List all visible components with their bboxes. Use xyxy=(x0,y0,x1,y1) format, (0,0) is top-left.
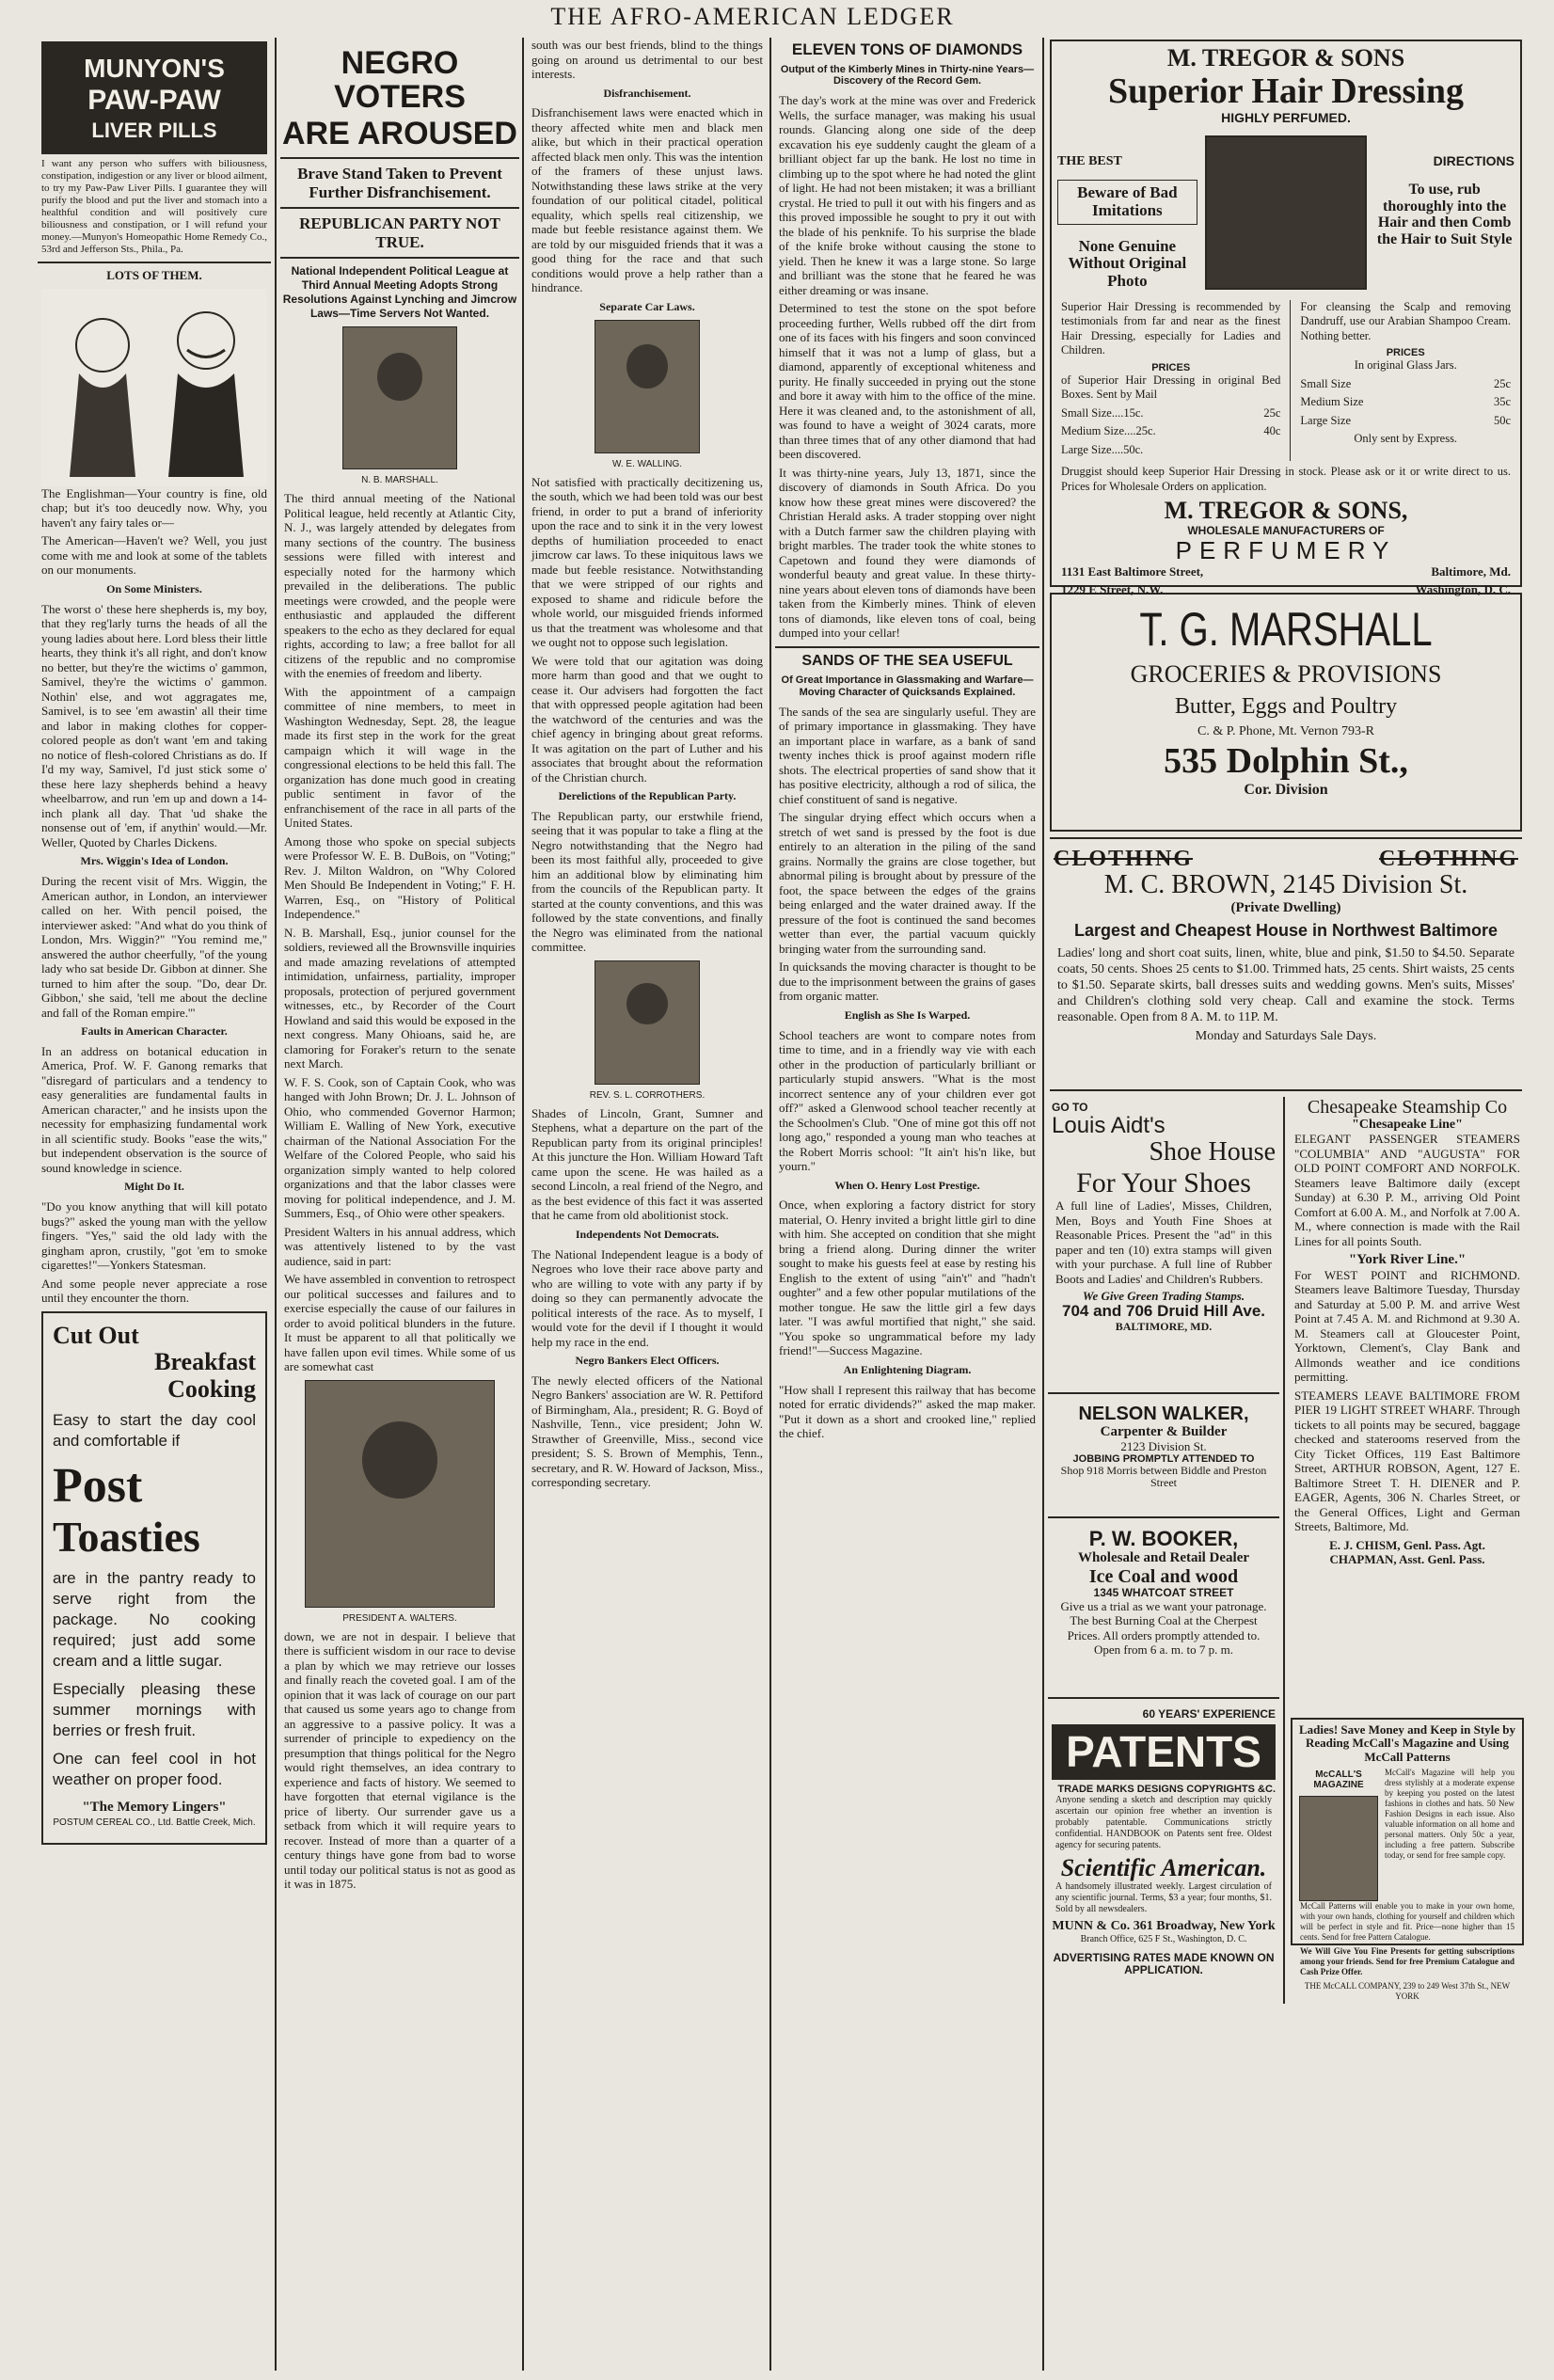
tregor-perfumery: PERFUMERY xyxy=(1175,535,1397,564)
wiggin-text: During the recent visit of Mrs. Wiggin, the American author, in London, an interviewer called on her. With pencil poised, the interviewer asked: "And what do you think of London, Mrs. Wiggin?" "You remind me," answered the author cheerfully, "of the young lady who sat beside Dr. Gibbon at dinner. She turned to him after the soup. "Do, dear Dr. Gibbon,' she said, 'tell me about the decline and fall of the Roman empire.'" xyxy=(41,874,267,1020)
article-paragraph: south was our best friends, blind to the things going on around us detrimental to our best interests. xyxy=(531,38,763,81)
walker-name: NELSON WALKER, xyxy=(1078,1404,1249,1424)
tregor-product: Superior Hair Dressing xyxy=(1108,71,1464,111)
booker-ad xyxy=(1048,1524,1279,1691)
article-paragraph: N. B. Marshall, Esq., junior counsel for the soldiers, reviewed all the Brownsville inquiries and made amazing revelations of attempted intimidation, unfairness, partiality, improper proposals, protection of perjured government witnesses, etc., by Recorder of the Court Howland and said this would be exposed in the next congress. Many Ohioans, said he, are clamoring for Foraker's return to the senate next March. xyxy=(284,925,515,1071)
masthead: THE AFRO-AMERICAN LEDGER xyxy=(550,3,955,30)
tregor-large: Large Size....50c. xyxy=(1061,442,1144,456)
divider xyxy=(280,207,519,209)
article-paragraph: The singular drying effect which occurs when a stretch of wet sand is pressed by the foot is due entirely to an alteration in the piling of the sand grains. Normally the grains are close together, but abnormal piling is brought about by pressure of the foot, the space between the edges of the grains being enlarged and the water drained away. If the pressure of the foot is continued the sand becomes wetter than ever, the partial vacuum quickly bringing water from the surrounding sand. xyxy=(779,810,1036,956)
walker-address: 2123 Division St. xyxy=(1120,1438,1207,1453)
article-paragraph: The sands of the sea are singularly useful. They are of primary importance in glassmaking. They have an important place in warfare, as a bank of sand twenty inches thick is proof against modern rifle shots. The electrical properties of sand show that it has positive electricity, although a rod of silica, the chief constituent of sand is negative. xyxy=(779,704,1036,806)
article-paragraph: Once, when exploring a factory district for story material, O. Henry invited a bright little girl to dine with him. She accepted on condition that she might bring a friend along. During dinner the writer sought to make his guests feel at ease by resting his English to the extent of using "ain't" and "hadn't oughter" and a few other popular mutilations of the mother tongue. He saw the little girl a few days later. "I was awful mortified that night," she said. "You spoke so ungrammatical before my lady friend!"—Success Magazine. xyxy=(779,1198,1036,1358)
article-paragraph: School teachers are wont to compare notes from time to time, and in a friendly way vie with each other in the production of particularly brilliant or particularly stupid answers. "What is the most incorrect sentence any of your children ever got off?" asked a Glenwood school teacher recently at the Schoolmen's Club. "One of mine got this off not long ago," responded a young man who teaches at the Robert Morris school: "It ain't his'n like, but yourn." xyxy=(779,1027,1036,1173)
marshall-line-1: GROCERIES & PROVISIONS xyxy=(1130,660,1442,688)
post-line-4: Easy to start the day cool and comfortable if xyxy=(53,1411,256,1451)
aidt-city: BALTIMORE, MD. xyxy=(1115,1320,1213,1334)
tregor-directions-title: DIRECTIONS xyxy=(1433,152,1514,168)
patents-ad xyxy=(1048,1705,1279,2004)
article-paragraph: down, we are not in despair. I believe that there is sufficient wisdom in our race to devise a plan by which we may retrieve our losses and finally reach the coveted goal. I am of the opinion that it was lack of courage on our part that caused us some years ago to change from an aggressive to a passive policy. It was a surrender of principle to expediency on the presumption that things political for the Negro would right themselves, an idea contrary to experience and facts of history. We seemed to have forgotten that eternal vigilance is the price of liberty. Our surrender gave us a setback from which it will require years to recover. Instead of more than a quarter of a century things have gone from bad to worse until today our political status is not as good as it was in 1875. xyxy=(284,1628,515,1892)
divider xyxy=(1048,1516,1279,1518)
brown-clothing-right: CLOTHING xyxy=(1378,847,1518,871)
lead-paragraph: National Independent Political League at Third Annual Meeting Adopts Strong Resolutions Against Lynching and Jimcrow Laws—Time Servers Not Wanted. xyxy=(282,264,517,321)
tregor-directions: To use, rub thoroughly into the Hair and then Comb the Hair to Suit Style xyxy=(1376,182,1513,247)
marshall-phone: C. & P. Phone, Mt. Vernon 793-R xyxy=(1197,723,1374,738)
headline-diamonds: ELEVEN TONS OF DIAMONDS xyxy=(791,40,1023,58)
tregor-product-photo xyxy=(1205,135,1368,290)
tregor-addr-2-city: Washington, D. C. xyxy=(1415,582,1511,597)
article-paragraph: Among those who spoke on special subjects were Professor W. E. B. DuBois, on "Voting;" Rev. J. Milton Waldron, on "Why Colored Men Should Be Independent in Voting;" F. H. Warren, Esq., on "History of Political Independence." xyxy=(284,833,515,922)
chesapeake-ad xyxy=(1291,1097,1524,1718)
portrait-walling xyxy=(595,320,700,453)
divider xyxy=(1048,1392,1279,1394)
tregor-ad xyxy=(1050,40,1522,597)
article-paragraph: We have assembled in convention to retrospect our political successes and failures and to exercise especially the cause of our failures in order to avoid political blunders in the future. It must be apparent to all that politically we have fallen upon evil times. While some of us are somewhat cast xyxy=(284,1272,515,1374)
headline-negro-voters: NEGRO VOTERS xyxy=(334,45,466,115)
article-paragraph: We were told that our agitation was doing more harm than good and that we ought to cease it. Our advisers had forgotten the fact that with oppressed people agitation had been the watchword of the centuries and was the chief agency in bringing about great reforms. It was agitation on the part of Luther and his associates that brought about the reformation of the Christian church. xyxy=(531,653,763,785)
divider xyxy=(280,157,519,159)
aidt-ad xyxy=(1048,1097,1279,1387)
patents-text: Anyone sending a sketch and description may quickly ascertain our opinion free whether an invention is probably patentable. Communications strictly confidential. HANDBOOK on Patents sent free. Oldest agency for securing patents. xyxy=(1055,1794,1273,1850)
article-paragraph: With the appointment of a campaign committee of nine members, to meet in Washington Wednesday, Sept. 28, the league made its first step in the work for the great campaign which it will wage in the congressional elections to be held this fall. The organization has done much good in creating public sentiment in favor of the enfranchisement of the race in all parts of the United States. xyxy=(284,684,515,831)
tregor-medium-2-price: 35c xyxy=(1493,395,1511,409)
marshall-name: T. G. MARSHALL xyxy=(1139,603,1433,656)
section-title: Derelictions of the Republican Party. xyxy=(558,789,737,803)
might-title: Might Do It. xyxy=(124,1180,184,1194)
marshall-line-2: Butter, Eggs and Poultry xyxy=(1174,693,1398,719)
patents-title: PATENTS xyxy=(1052,1724,1276,1780)
faults-text: In an address on botanical education in America, Prof. W. F. Ganong remarks that "disregard of particulars and a tendency to easy generalities are fundamental faults in American character," and he insists upon the necessity for emphasizing fundamental work in all scientific study. Books "ease the wits," but independent observation is the source of sound knowledge in science. xyxy=(41,1043,267,1175)
portrait-walters-caption: PRESIDENT A. WALTERS. xyxy=(342,1612,457,1624)
faults-title: Faults in American Character. xyxy=(81,1024,228,1039)
brown-ad xyxy=(1050,837,1522,1091)
post-line-6: Toasties xyxy=(53,1512,200,1561)
aidt-goto: GO TO xyxy=(1052,1101,1088,1114)
cartoon-illustration xyxy=(41,289,267,486)
subhead-diamonds: Output of the Kimberly Mines in Thirty-nine Years—Discovery of the Record Gem. xyxy=(780,63,1035,87)
munyon-text: I want any person who suffers with biliousness, constipation, indigestion or any liver or blood ailment, to try my Paw-Paw Liver Pills. I guarantee they will purify the blood and put the liver and stomach into a healthful condition and will positively cure biliousness and constipation, or I will refund your money.—Munyon's Homeopathic Home Remedy Co., 53rd and Jefferson Sts., Phila., Pa. xyxy=(41,157,267,255)
chesapeake-text-1: ELEGANT PASSENGER STEAMERS "COLUMBIA" AND "AUGUSTA" FOR OLD POINT COMFORT AND NORFOLK. Steamers leave Baltimore daily (except Sunday) at 6.30 P. M., arriving Old Point Comfort at 6.00 A. M., and Norfolk at 7.00 A. M., where connection is made with the Rail Lines for all points South. xyxy=(1294,1132,1520,1248)
patents-sci: Scientific American. xyxy=(1060,1853,1267,1881)
aidt-house: Shoe House xyxy=(1149,1137,1276,1167)
article-paragraph: "How shall I represent this railway that has become noted for erratic dividends?" asked the map maker. "Put it down as a short and crooked line," replied the chief. xyxy=(779,1382,1036,1441)
tregor-small: Small Size....15c. xyxy=(1061,405,1144,420)
brown-clothing-left: CLOTHING xyxy=(1054,847,1194,871)
subhead-republican: REPUBLICAN PARTY NOT TRUE. xyxy=(299,214,500,251)
patents-munn: MUNN & Co. 361 Broadway, New York xyxy=(1052,1919,1276,1934)
article-paragraph: Determined to test the stone on the spot before proceeding further, Wells rubbed off the dirt from one of its faces with his fingers and soon convinced himself that it was not a lump of glass, but a diamond, apparently of exceptional whiteness and purity. He finally succeeded in prying out the stone and bore it away with him to the office of the mine. Here it was cleaned and, to the astonishment of all, was found to have a weight of 3024 carats, more than three times that of any other diamond that had been discovered. xyxy=(779,301,1036,462)
tregor-druggist: Druggist should keep Superior Hair Dressing in stock. Please ask or it or write direct to us. Prices for Wholesale Orders on application. xyxy=(1061,465,1511,493)
mccall-offer: We Will Give You Fine Presents for getting subscriptions among your friends. Send for free Premium Catalogue and Cash Prize Offer. xyxy=(1300,1945,1514,1976)
tregor-small-mail: 25c xyxy=(1263,405,1281,420)
column-4 xyxy=(775,38,1039,2371)
tregor-addr-1-city: Baltimore, Md. xyxy=(1431,563,1511,579)
tregor-perfumed: HIGHLY PERFUMED. xyxy=(1221,110,1351,126)
section-title: When O. Henry Lost Prestige. xyxy=(834,1178,980,1192)
tregor-beware: Beware of Bad Imitations xyxy=(1057,180,1197,224)
patents-years: 60 YEARS' EXPERIENCE xyxy=(1142,1707,1276,1721)
tregor-scalp: For cleansing the Scalp and removing Dandruff, use our Arabian Shampoo Cream. Nothing better. xyxy=(1300,299,1511,342)
section-title: English as She Is Warped. xyxy=(844,1008,971,1022)
tregor-desc: Superior Hair Dressing is recommended by testimonials from far and near as the finest Hair Dressing, especially for Ladies and Children. xyxy=(1061,299,1281,357)
wiggin-title: Mrs. Wiggin's Idea of London. xyxy=(80,854,229,868)
column-3 xyxy=(528,38,767,2371)
marshall-address: 535 Dolphin St., xyxy=(1164,741,1408,782)
mccall-mag: McCALL'S MAGAZINE xyxy=(1313,1769,1364,1790)
aidt-address: 704 and 706 Druid Hill Ave. xyxy=(1061,1302,1266,1321)
mccall-cover-illustration xyxy=(1299,1796,1378,1901)
mccall-address: THE McCALL COMPANY, 239 to 249 West 37th St., NEW YORK xyxy=(1304,1980,1511,2001)
aidt-for: For Your Shoes xyxy=(1076,1167,1251,1199)
munyon-title-3: LIVER PILLS xyxy=(91,118,217,142)
booker-trade: Wholesale and Retail Dealer xyxy=(1077,1550,1250,1566)
walker-ad xyxy=(1048,1400,1279,1511)
post-line-1: Cut Out xyxy=(53,1321,139,1349)
patents-sci-text: A handsomely illustrated weekly. Largest circulation of any scientific journal. Terms, $3 a year; four months, $1. Sold by all newsdealers. xyxy=(1055,1881,1273,1915)
portrait-marshall xyxy=(342,326,457,469)
tregor-small-2: Small Size xyxy=(1300,376,1352,390)
tregor-glass: In original Glass Jars. xyxy=(1354,358,1457,373)
tregor-medium-2: Medium Size xyxy=(1300,395,1364,409)
tregor-addr-1: 1131 East Baltimore Street, xyxy=(1061,563,1204,579)
subhead-sands: Of Great Importance in Glassmaking and Warfare—Moving Character of Quicksands Explained. xyxy=(781,674,1034,699)
ads-column xyxy=(1048,38,1524,2371)
munyon-ad-header xyxy=(41,41,267,154)
walker-text: JOBBING PROMPTLY ATTENDED TO xyxy=(1072,1452,1255,1465)
divider xyxy=(775,646,1039,648)
patents-branch: Branch Office, 625 F St., Washington, D. C. xyxy=(1080,1933,1247,1944)
portrait-corrothers-caption: REV. S. L. CORROTHERS. xyxy=(589,1089,706,1101)
munyon-title-2: PAW-PAW xyxy=(87,85,221,117)
column-rule xyxy=(275,38,277,2371)
tregor-wholesale: WHOLESALE MANUFACTURERS OF xyxy=(1187,523,1385,537)
mccall-text: McCall's Magazine will help you dress stylishly at a moderate expense by keeping you posted on the latest fashions in clothes and hats. 50 New Fashion Designs in each issue. Also valuable information on all home and personal matters. Only 50c a year, including a free pattern. Subscribe today, or send for free sample copy. xyxy=(1385,1767,1514,1860)
article-paragraph: The day's work at the mine was over and Frederick Wells, the surface manager, was making his usual rounds. Glancing along one side of the deep excavation his eye suddenly caught the gleam of a brilliant object far up the bank. He lost no time in climbing up to the spot where he had noted the glint of light. He had not been mistaken; it was a brilliant crystal. He tried to pull it out with his fingers and as this proved impossible he sought to pry it out with the blade of his penknife. To his surprise the blade of the knife broke without causing the stone to yield. Then he knew it was a large stone. So large and brilliant was the stone that he feared he was either dreaming or was insane. xyxy=(779,93,1036,297)
brown-private: (Private Dwelling) xyxy=(1230,900,1341,916)
tregor-express: Only sent by Express. xyxy=(1354,432,1458,446)
mccall-ad xyxy=(1291,1718,1524,2001)
column-1 xyxy=(38,38,271,2371)
tregor-large-2: Large Size xyxy=(1300,413,1351,427)
post-line-3: Cooking xyxy=(167,1374,256,1403)
tregor-best: THE BEST xyxy=(1057,153,1122,168)
patents-rates: ADVERTISING RATES MADE KNOWN ON APPLICATION. xyxy=(1053,1950,1275,1977)
brown-text: Ladies' long and short coat suits, linen, white, blue and pink, $1.50 to $4.50. Separate coats, 50 cents. Shoes 25 cents to $1.00. Trimmed hats, 25 cents. Shirt waists, 25 cents to $1.50. Separate skirts, ball dresses suits and wedding gowns. Men's suits, Misses' and Children's clothing sold very cheap. Call and examine the stock. Terms reasonable. Open from 8 A. M. to 11P. M. xyxy=(1057,946,1514,1025)
tregor-title: M. TREGOR & SONS xyxy=(1166,44,1405,71)
tregor-addr-2: 1229 E Street, N.W. xyxy=(1061,582,1164,597)
tregor-large-2-price: 50c xyxy=(1493,413,1511,427)
marshall-ad xyxy=(1050,593,1522,832)
article-paragraph: Disfranchisement laws were enacted which in theory affected white men and black men alike, but which in their practical operation affected black men only. This was the intention of the framers of these unjust laws. Notwithstanding these laws strike at the very foundation of our political citadel, political equality, which spells real citizenship, we made but feeble resistance against them. We are told by our misguided friends that it was a good thing for the race and that such conditions would prove a help rather than a hindrance. xyxy=(531,105,763,295)
mccall-text-2: McCall Patterns will enable you to make in your own home, with your own hands, clothing for yourself and children which will be perfect in style and fit. Price—none higher than 15 cents. Send for free Pattern Catalogue. xyxy=(1300,1900,1514,1942)
headline-aroused: ARE AROUSED xyxy=(282,116,517,152)
tregor-none: None Genuine Without Original Photo xyxy=(1068,236,1187,290)
lots-text: The American—Haven't we? Well, you just come with me and look at some of the tablets on our monuments. xyxy=(41,533,267,578)
lots-title: LOTS OF THEM. xyxy=(106,267,202,282)
ministers-title: On Some Ministers. xyxy=(106,581,202,595)
booker-address: 1345 WHATCOAT STREET xyxy=(1093,1585,1234,1599)
might-tail: And some people never appreciate a rose until they encounter the thorn. xyxy=(41,1276,267,1306)
walker-trade: Carpenter & Builder xyxy=(1100,1424,1228,1439)
chesapeake-york: "York River Line." xyxy=(1348,1252,1467,1268)
chesapeake-text-3: STEAMERS LEAVE BALTIMORE FROM PIER 19 LIGHT STREET WHARF. Through tickets to all points may be secured, baggage checked and staterooms reserved from the City Ticket Offices, 119 East Baltimore Street, ARTHUR ROBSON, Agent, 127 E. Baltimore Street T. H. DIENER and P. EAGER, Agents, 306 N. Charles Street, or the General Offices, Light and German Streets, Baltimore, Md. xyxy=(1294,1388,1520,1534)
post-line-2: Breakfast xyxy=(154,1348,256,1376)
portrait-corrothers xyxy=(595,960,700,1085)
brown-hours: Monday and Saturdays Sale Days. xyxy=(1195,1029,1377,1044)
article-paragraph: The Republican party, our erstwhile friend, seeing that it was popular to take a fling at the Negro notwithstanding that the Negro had been its most faithful ally, proceeded to give him an additional blow by eliminating him from the councils of the Republican party. It started at the county conventions, and this was followed by the state conventions, and finally the Negro was eliminated from the national committee. xyxy=(531,808,763,955)
patents-marks: TRADE MARKS DESIGNS COPYRIGHTS &C. xyxy=(1057,1783,1276,1795)
ministers-text: The worst o' these here shepherds is, my boy, that they reg'larly turns the heads of all the young ladies about here. Lord bless their little hearts, they think it's all right, and don't know no better, but they're the wictims o' gammon, Samivel, they're the wictims o' gammon. Nothin' else, and wot aggragates me, Samivel, is to see 'em awastin' all their time and labor in making clothes for copper-colored people as don't want 'em and taking no notice of flesh-colored Christians as do. If I'd my way, Samivel, I'd just stick some o' these here lazy shepherds behind a heavy wheelbarrow, and run 'em up and down a 14-inch plank all day. That 'ud shake the nonsense out of 'em, if anythin' would.—Mr. Weller, Quoted by Charles Dickens. xyxy=(41,601,267,849)
divider xyxy=(38,262,271,263)
article-paragraph: Not satisfied with practically decitizening us, the south, which we had been told was our best friend, in order to put a brand of inferiority upon the race and to sink it in the very lowest depths of humiliation proceeded to enact jimcrow car laws. To these iniquitous laws we made but feeble resistance. Notwithstanding that we were stripped of our rights and exposed to shame and ridicule before the whole world, our misguided friends informed us that the treatment was wholesome and that we ought not to oppose such legislation. xyxy=(531,474,763,650)
tregor-firm: M. TREGOR & SONS, xyxy=(1164,497,1408,525)
mccall-title: Ladies! Save Money and Keep in Style by Reading McCall's Magazine and Using McCall Patterns xyxy=(1298,1722,1516,1764)
article-paragraph: W. F. S. Cook, son of Captain Cook, who was hanged with John Brown; Dr. J. L. Johnson of Ohio, who commended Governor Harmon; William E. Walling of New York, executive chairman of the National Association For the Welfare of the Colored People, who said his organization simply wanted to help colored organizations and that the labor classes were moving for political independence, and J. M. Summers, Esq., of Ohio were other speakers. xyxy=(284,1074,515,1221)
section-title: Negro Bankers Elect Officers. xyxy=(575,1354,720,1368)
booker-goods: Ice Coal and wood xyxy=(1088,1565,1239,1587)
section-title: An Enlightening Diagram. xyxy=(843,1362,972,1376)
tregor-small-2-price: 25c xyxy=(1493,376,1511,390)
marshall-corner: Cor. Division xyxy=(1244,782,1328,799)
aidt-name: Louis Aidt's xyxy=(1052,1113,1166,1138)
article-paragraph: The newly elected officers of the National Negro Bankers' association are W. R. Pettiford of Birmingham, Ala., president; R. G. Boyd of Nashville, Tenn., vice president; John W. Strawther of Greenville, Miss., second vice president; S. S. Brown of Memphis, Tenn., secretary, and R. W. Howard of Jackson, Miss., corresponding secretary. xyxy=(531,1372,763,1490)
tregor-prices-sub: of Superior Hair Dressing in original Bed Boxes. Sent by Mail xyxy=(1061,373,1281,402)
chesapeake-sign: E. J. CHISM, Genl. Pass. Agt. CHAPMAN, Asst. Genl. Pass. xyxy=(1329,1537,1485,1567)
article-paragraph: It was thirty-nine years, July 13, 1871, since the discovery of diamonds in South Africa. Do you know how these great mines were discovered? the Christian Herald asks. A trader stopping over night with a Dutch farmer saw the children playing with bright marbles. The trader took the white stones to Capetown and found they were diamonds of wonderful beauty and great value. In these thirty-nine years about eleven tons of diamonds have been taken from the Kimberly mines. Think of eleven tons of diamonds, like eleven tons of coal, being dumped into your cellar! xyxy=(779,465,1036,641)
article-paragraph: The National Independent league is a body of Negroes who love their race above party and who are willing to vote with any party if by doing so they can permanently advocate the political interests of the race. As to myself, I would vote for the devil if I thought it would help my race in the end. xyxy=(531,1246,763,1349)
chesapeake-title: Chesapeake Steamship Co xyxy=(1307,1097,1508,1118)
aidt-stamps: We Give Green Trading Stamps. xyxy=(1082,1289,1245,1304)
post-line-10: "The Memory Lingers" xyxy=(82,1800,227,1816)
post-line-9: One can feel cool in hot weather on proper food. xyxy=(53,1750,256,1789)
chesapeake-line: "Chesapeake Line" xyxy=(1352,1118,1463,1132)
brown-largest: Largest and Cheapest House in Northwest Baltimore xyxy=(1073,920,1498,940)
post-line-5: Post xyxy=(53,1459,143,1514)
might-text: "Do you know anything that will kill potato bugs?" asked the young man with the yellow fingers. "Yes," said the old lady with the gingham apron, crustily, "got 'em to smoke cigarettes!"—Yonkers Statesman. xyxy=(41,1199,267,1273)
article-paragraph: In quicksands the moving character is thought to be due to the imprisonment between the grains of gases from organic matter. xyxy=(779,960,1036,1004)
section-title: Disfranchisement. xyxy=(603,86,691,100)
post-line-7: are in the pantry ready to serve right from the package. No cooking required; just add some cream and a little sugar. xyxy=(53,1569,256,1671)
post-line-11: POSTUM CEREAL CO., Ltd. Battle Creek, Mich. xyxy=(53,1817,256,1828)
column-rule xyxy=(769,38,771,2371)
column-rule xyxy=(522,38,524,2371)
tregor-medium: Medium Size....25c. xyxy=(1061,424,1156,438)
munyon-title: MUNYON'S xyxy=(84,54,225,83)
column-2 xyxy=(280,38,519,2371)
headline-sands: SANDS OF THE SEA USEFUL xyxy=(801,652,1013,669)
tregor-prices-title: PRICES xyxy=(1151,361,1191,373)
article-paragraph: President Walters in his annual address, which was attentively listened to by the vast audience, said in part: xyxy=(284,1224,515,1268)
post-line-8: Especially pleasing these summer mornings with berries or fresh fruit. xyxy=(53,1680,256,1740)
lower-left-ads xyxy=(1048,1097,1285,2004)
booker-text: Give us a trial as we want your patronage. The best Burning Coal at the Cherpest Prices. All orders promptly attended to. Open from 6 a. m. to 7 p. m. xyxy=(1060,1598,1267,1658)
post-toasties-ad xyxy=(41,1311,267,1845)
tregor-prices-title-2: PRICES xyxy=(1386,347,1425,359)
aidt-text: A full line of Ladies', Misses, Children, Men, Boys and Youth Fine Shoes at Reasonable Prices. Present the "ad" in this paper and ten (10) extra stamps will given with your purchase. A full line of Rubber Boots and Ladies' and Children's Rubbers. xyxy=(1055,1198,1273,1286)
divider xyxy=(1048,1697,1279,1699)
portrait-walling-caption: W. E. WALLING. xyxy=(611,458,683,469)
portrait-walters xyxy=(305,1380,495,1608)
booker-name: P. W. BOOKER, xyxy=(1088,1527,1239,1550)
brown-name: M. C. BROWN, 2145 Division St. xyxy=(1103,870,1468,900)
chesapeake-text-2: For WEST POINT and RICHMOND. Steamers leave Baltimore Tuesday, Thursday and Saturday at 5.00 P. M. and arrive West Point at 7.45 A. M. and Richmond at 9.30 A. M. Steamers call at Gloucester Point, Yorktown, Clement's, Clay Bank and Allmonds weather and ice conditions permitting. xyxy=(1294,1267,1520,1385)
column-rule xyxy=(1042,38,1044,2371)
subhead-brave-stand: Brave Stand Taken to Prevent Further Disfranchisement. xyxy=(297,165,502,201)
lots-caption: The Englishman—Your country is fine, old chap; but it's too deucedly now. Why, you haven't any fairy tales or— xyxy=(41,485,267,530)
section-title: Independents Not Democrats. xyxy=(575,1227,720,1241)
portrait-marshall-caption: N. B. MARSHALL. xyxy=(361,475,438,486)
article-paragraph: The third annual meeting of the National Political league, held recently at Atlantic City, N. J., was largely attended by delegates from many sections of the country. The business sessions were filled with interest and especially noted for the harmony which prevailed in the deliberations. The public meetings were crowded, and the people were enthusiastic and applauded the different speakers to the echo as they declared for equal rights, according to law; a free ballot for all citizens of the republic and no compromise with the enemies of freedom and liberty. xyxy=(284,491,515,681)
divider xyxy=(280,257,519,259)
walker-shop: Shop 918 Morris between Biddle and Preston Street xyxy=(1060,1463,1267,1490)
tregor-medium-mail: 40c xyxy=(1263,424,1281,438)
section-title: Separate Car Laws. xyxy=(599,299,695,313)
article-paragraph: Shades of Lincoln, Grant, Sumner and Stephens, what a departure on the part of the Republican party from its original principles! At this juncture the Hon. William Howard Taft came upon the scene. He was hailed as a second Lincoln, a real friend of the Negro, and as the best evidence of this fact it was asserted that he came from old abolitionist stock. xyxy=(531,1105,763,1223)
lower-right-ads xyxy=(1285,1097,1524,2004)
